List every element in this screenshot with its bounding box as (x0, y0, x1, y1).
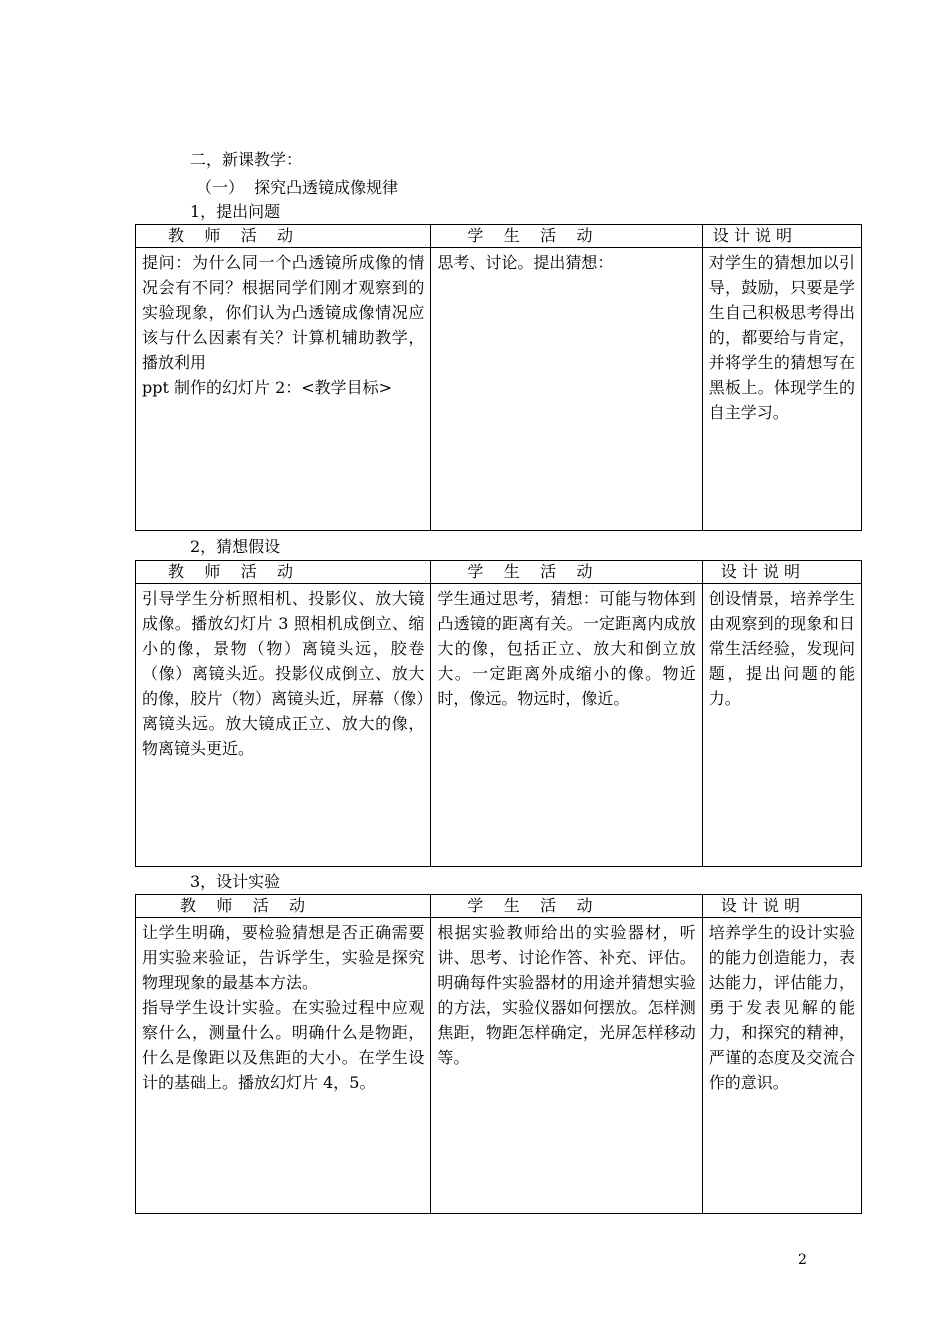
table-header-row (136, 895, 862, 918)
header-student-activity: 学 生 活 动 (431, 895, 702, 918)
design-notes-cell: 培养学生的设计实验的能力创造能力，表达能力，评估能力，勇于发表见解的能力，和探究的精神，严谨的态度及交流合作的意识。 (702, 918, 861, 1214)
header-design-notes: 设 计 说 明 (702, 895, 861, 918)
section-title: 二，新课教学： (190, 150, 303, 169)
header-design-notes: 设 计 说 明 (702, 561, 861, 584)
header-design-notes: 设 计 说 明 (702, 225, 861, 248)
step-title-3: 3，设计实验 (190, 872, 281, 891)
teacher-paragraph: 引导学生分析照相机、投影仪、放大镜成像。播放幻灯片 3 照相机成倒立、缩小的像，景物（物）离镜头远，胶卷（像）离镜头近。投影仪成倒立、放大的像，胶片（物）离镜头近，屏幕（像）离镜头远。放大镜成正立、放大的像，物离镜头更近。 (142, 589, 425, 758)
header-student-activity: 学 生 活 动 (431, 561, 702, 584)
lesson-table-3 (135, 894, 862, 1214)
lesson-table-2 (135, 560, 862, 867)
lesson-table-1 (135, 224, 862, 531)
table-row (136, 918, 862, 1214)
teacher-paragraph: 指导学生设计实验。在实验过程中应观察什么，测量什么。明确什么是物距，什么是像距以及焦距的大小。在学生设计的基础上。播放幻灯片 4，5。 (142, 998, 425, 1092)
student-activity-cell: 学生通过思考，猜想：可能与物体到凸透镜的距离有关。一定距离内成放大的像，包括正立、放大和倒立放大。一定距离外成缩小的像。物近时，像远。物远时，像近。 (431, 584, 702, 867)
design-notes-cell: 对学生的猜想加以引导，鼓励，只要是学生自己积极思考得出的，都要给与肯定，并将学生的猜想写在黑板上。体现学生的自主学习。 (702, 248, 861, 531)
student-activity-cell: 思考、讨论。提出猜想： (431, 248, 702, 531)
teacher-activity-cell (136, 918, 431, 1214)
teacher-activity-cell (136, 248, 431, 531)
table-header-row (136, 225, 862, 248)
section-subtitle: （一） 探究凸透镜成像规律 (196, 178, 399, 197)
teacher-paragraph: 提问：为什么同一个凸透镜所成像的情况会有不同？根据同学们刚才观察到的实验现象，你们认为凸透镜成像情况应该与什么因素有关？计算机辅助教学，播放利用 (142, 253, 425, 372)
header-teacher-activity: 教 师 活 动 (136, 561, 431, 584)
teacher-activity-cell (136, 584, 431, 867)
header-teacher-activity: 教 师 活 动 (136, 895, 431, 918)
table-row (136, 248, 862, 531)
teacher-paragraph: 让学生明确，要检验猜想是否正确需要用实验来验证，告诉学生，实验是探究物理现象的最基本方法。 (142, 923, 425, 992)
step-title-2: 2，猜想假设 (190, 537, 281, 556)
header-teacher-activity: 教 师 活 动 (136, 225, 431, 248)
teacher-paragraph: ppt 制作的幻灯片 2：<教学目标> (142, 378, 393, 397)
step-title-1: 1，提出问题 (190, 202, 281, 221)
table-header-row (136, 561, 862, 584)
header-student-activity: 学 生 活 动 (431, 225, 702, 248)
page-number: 2 (798, 1252, 807, 1268)
table-row (136, 584, 862, 867)
student-activity-cell: 根据实验教师给出的实验器材，听讲、思考、讨论作答、补充、评估。明确每件实验器材的用途并猜想实验的方法，实验仪器如何摆放。怎样测焦距，物距怎样确定，光屏怎样移动等。 (431, 918, 702, 1214)
design-notes-cell: 创设情景，培养学生由观察到的现象和日常生活经验，发现问题，提出问题的能力。 (702, 584, 861, 867)
